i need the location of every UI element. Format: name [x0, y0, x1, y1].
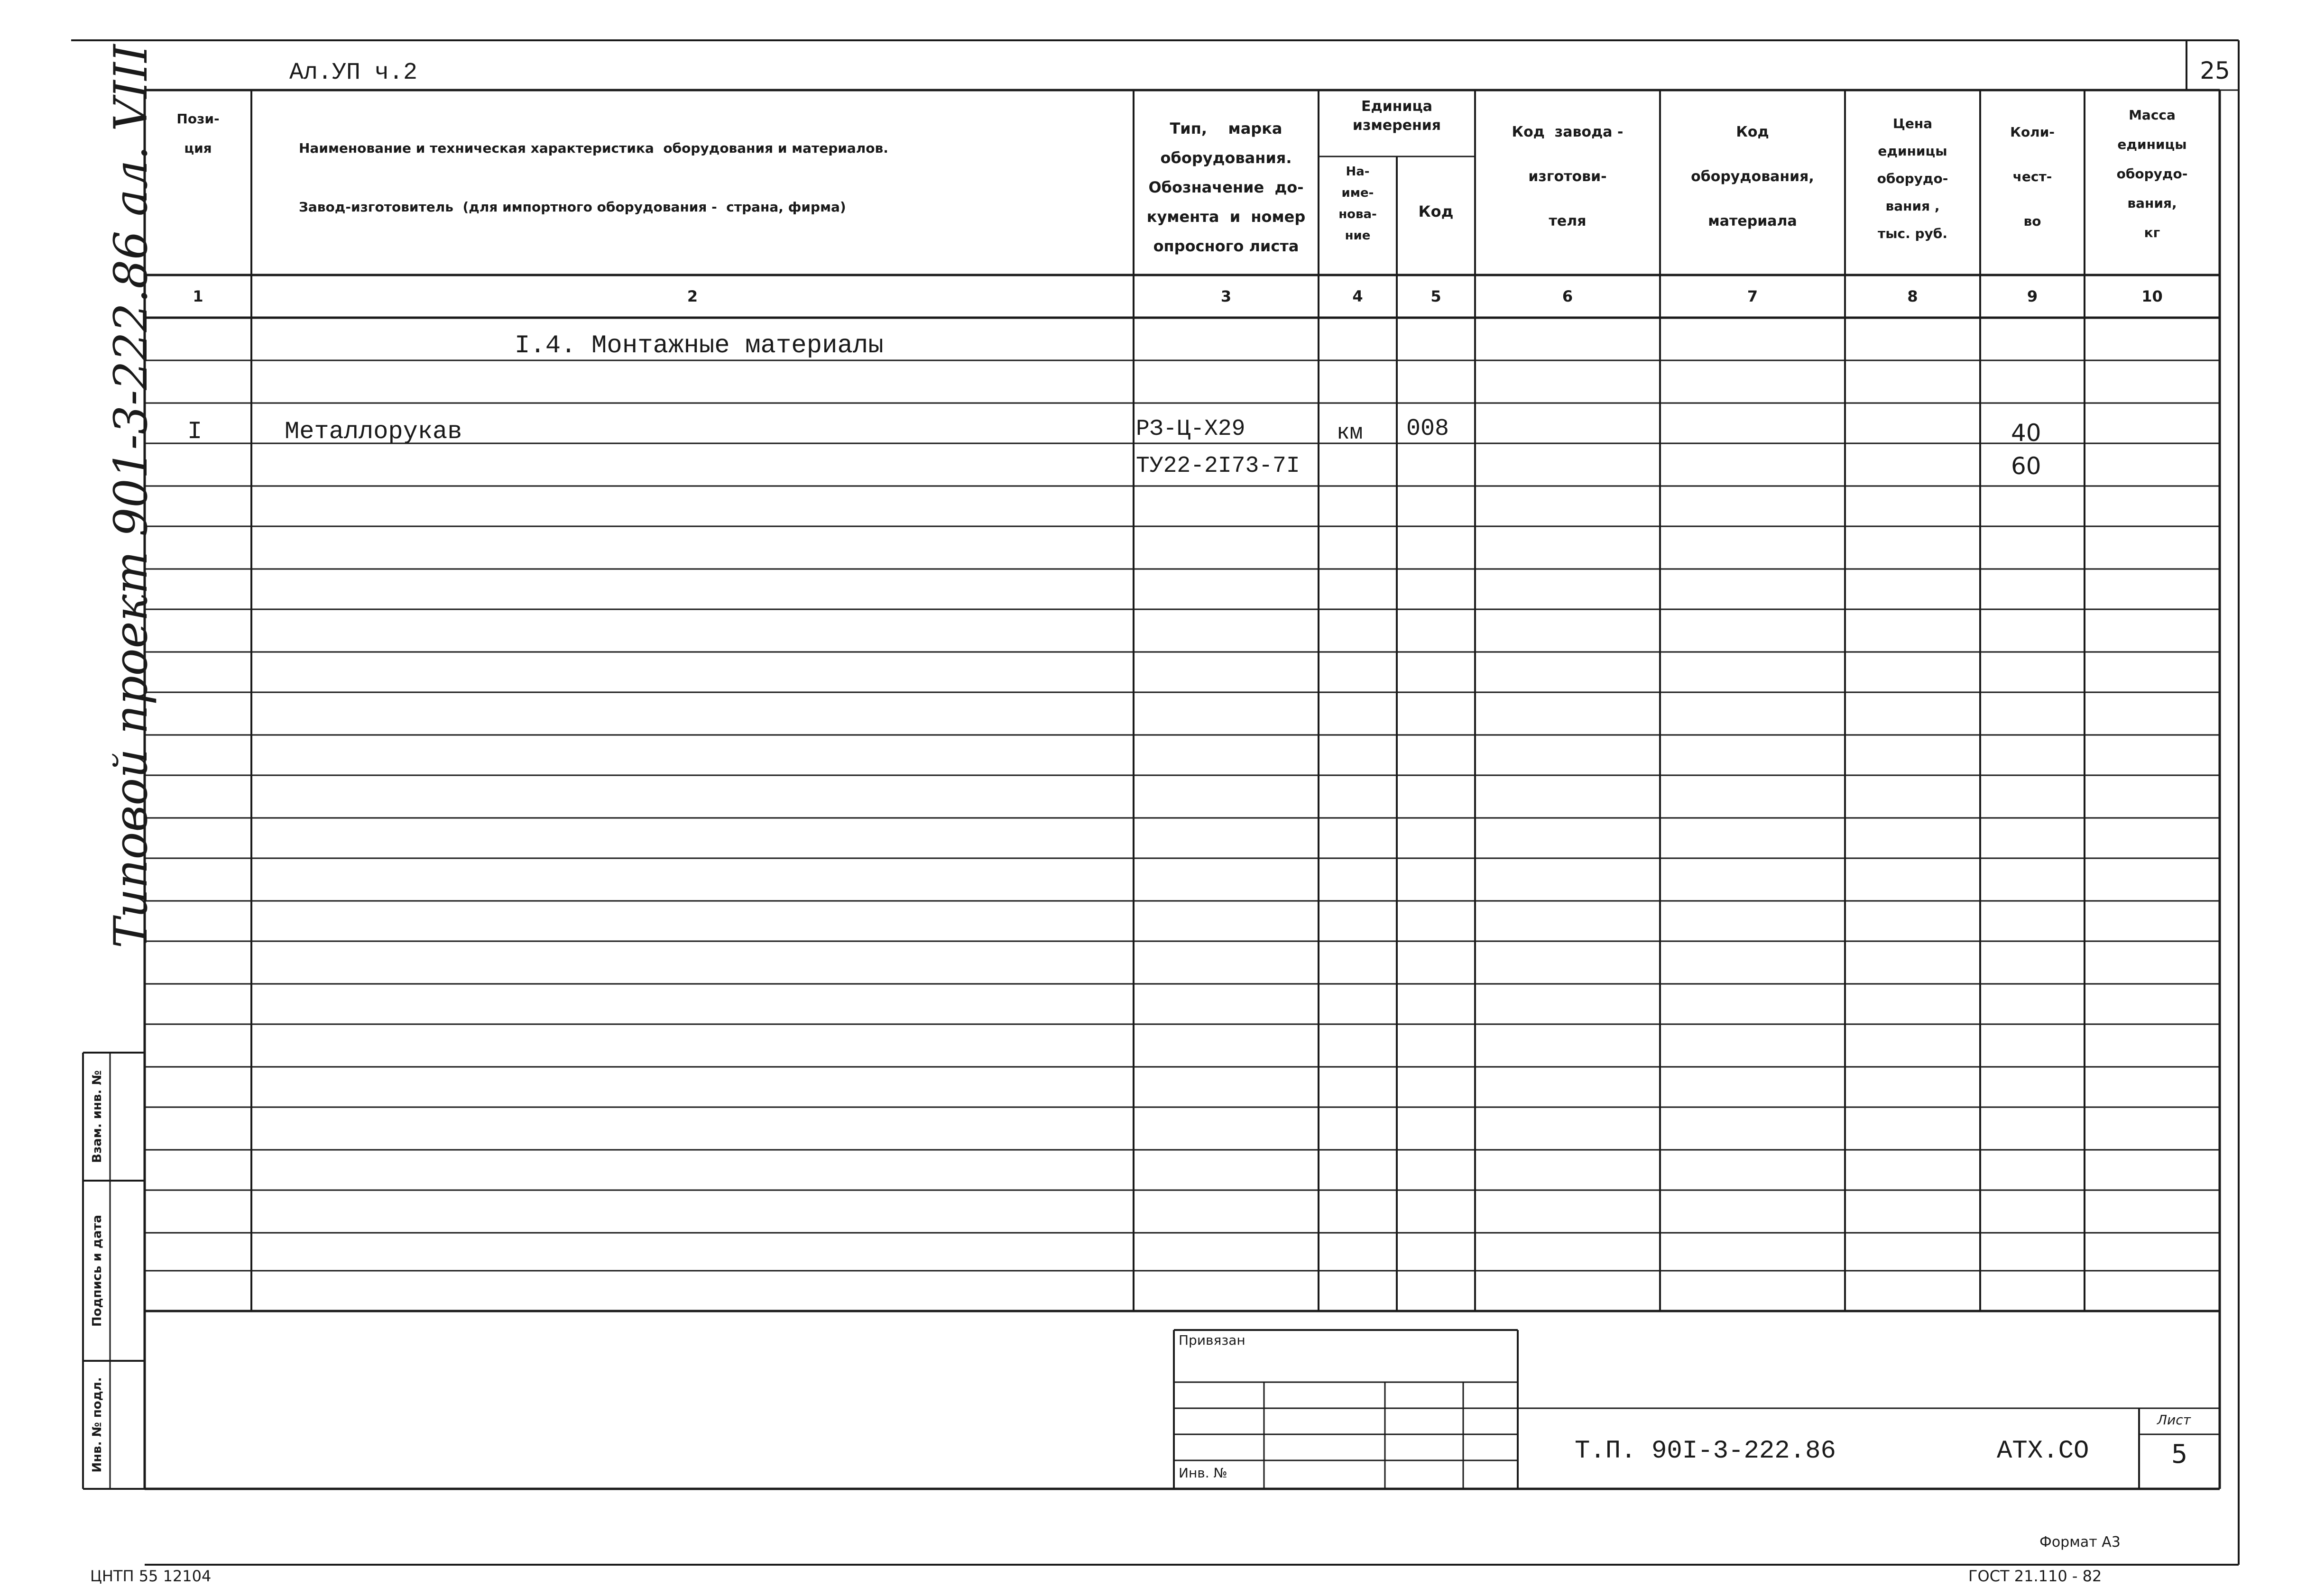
col-header-manufacturer-code: Код завода - изготови- теля — [1512, 124, 1624, 229]
col-header-equipment-code: Код оборудования, материала — [1691, 124, 1814, 229]
col-header-unit-price: Цена единицы оборудо- вания , тыс. руб. — [1877, 116, 1948, 241]
footer-print-code: ЦНТП 55 12104 — [90, 1567, 212, 1585]
row-1-quantity: 40 — [2011, 419, 2041, 447]
footer-gost: ГОСТ 21.110 - 82 — [1968, 1567, 2102, 1585]
side-field-signature-date: Подпись и дата — [90, 1214, 104, 1327]
col-number-9: 9 — [2027, 287, 2038, 305]
row-1-position: I — [187, 418, 203, 446]
row-1-unit: км — [1337, 421, 1363, 445]
col-number-8: 8 — [1907, 287, 1918, 305]
row-1-name: Металлорукав — [285, 418, 462, 446]
row-2-type: ТУ22-2I73-7I — [1136, 453, 1300, 479]
col-number-7: 7 — [1747, 287, 1758, 305]
col-header-position: Пози- ция — [176, 111, 220, 156]
stamp-sheet-label: Лист — [2157, 1412, 2191, 1428]
row-1-type: РЗ-Ц-Х29 — [1136, 416, 1245, 442]
section-title: I.4. Монтажные материалы — [515, 331, 884, 360]
page-number: 25 — [2200, 57, 2230, 84]
col-header-unit-code: Код — [1418, 202, 1454, 220]
col-number-1: 1 — [193, 287, 203, 305]
col-number-3: 3 — [1220, 287, 1232, 305]
side-stamp-project: Типовой проект 901-3-222.86 ал. VIII — [104, 44, 157, 948]
col-header-quantity: Коли- чест- во — [2010, 124, 2055, 229]
col-number-6: 6 — [1562, 287, 1573, 305]
col-number-4: 4 — [1352, 287, 1363, 305]
row-2-quantity: 60 — [2011, 452, 2041, 480]
stamp-attached-label: Привязан — [1179, 1332, 1245, 1348]
col-header-name: Наименование и техническая характеристика оборудования и материалов. Завод-изготовитель (для импортного оборудования - страна, фирма) — [299, 140, 888, 215]
col-number-10: 10 — [2141, 287, 2163, 305]
col-header-unit-group: Единица измерения — [1352, 98, 1441, 134]
col-number-5: 5 — [1430, 287, 1441, 305]
col-header-unit-mass: Масса единицы оборудо- вания, кг — [2116, 107, 2188, 240]
footer-format: Формат А3 — [2039, 1534, 2121, 1550]
doc-reference: Ал.УП ч.2 — [289, 59, 418, 86]
stamp-inv-label: Инв. № — [1179, 1465, 1227, 1481]
stamp-designation: Т.П. 90I-3-222.86 — [1575, 1437, 1836, 1466]
row-1-unit-code: 008 — [1406, 415, 1449, 442]
col-header-unit-name: На- име- нова- ние — [1338, 165, 1377, 243]
side-field-replacement-inv: Взам. инв. № — [90, 1070, 104, 1163]
stamp-sheet-number: 5 — [2171, 1439, 2188, 1469]
stamp-document-code: АТХ.СО — [1997, 1437, 2089, 1466]
col-header-type: Тип, марка оборудования. Обозначение до- кумента и номер опросного листа — [1146, 119, 1306, 255]
col-number-2: 2 — [687, 287, 698, 305]
side-field-original-inv: Инв. № подл. — [90, 1377, 104, 1473]
